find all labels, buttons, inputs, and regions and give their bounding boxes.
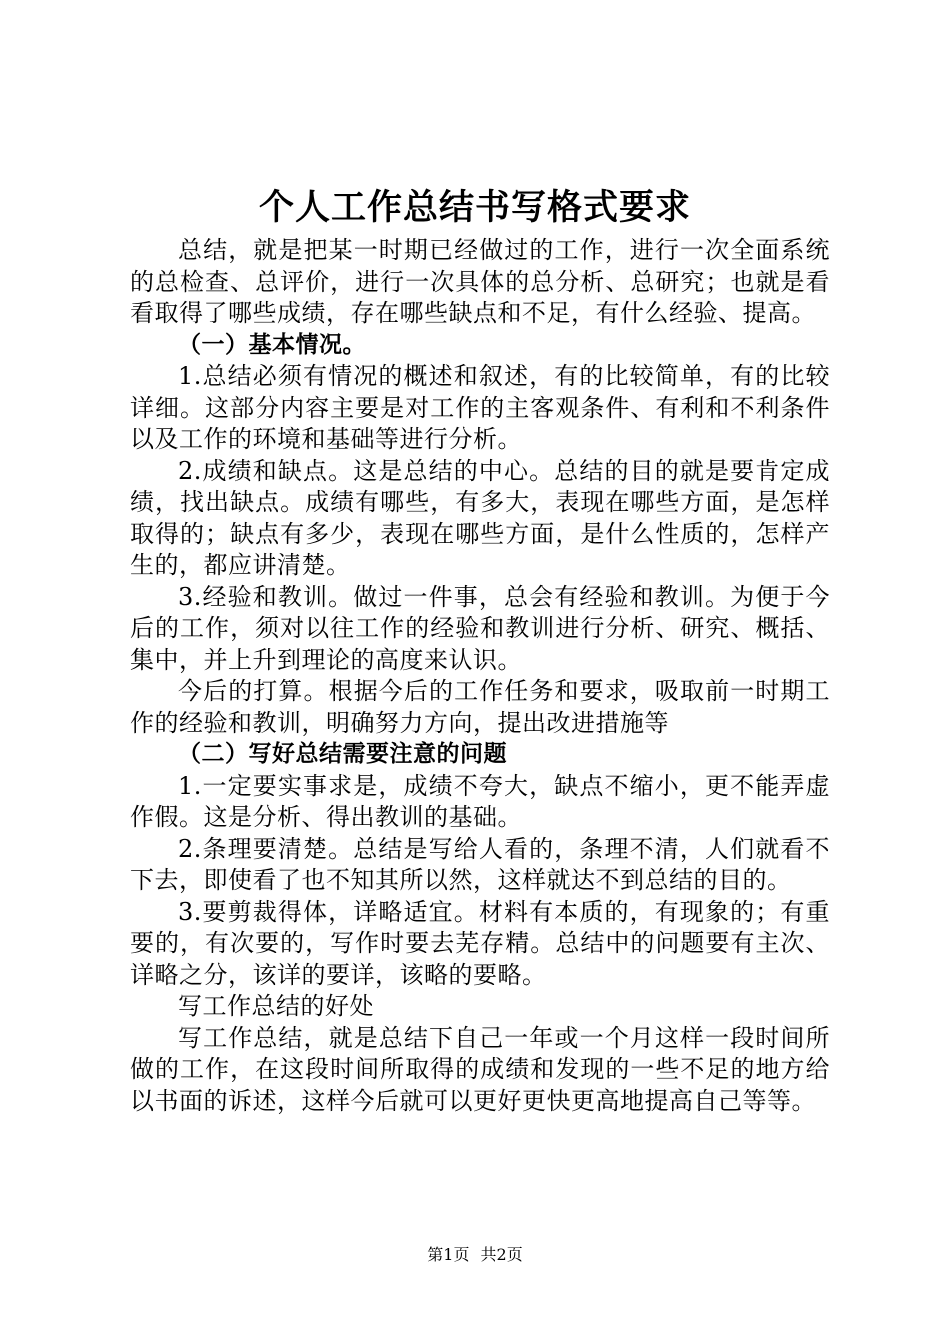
body-paragraph: 1.总结必须有情况的概述和叙述，有的比较简单，有的比较详细。这部分内容主要是对工作的主客观条件、有利和不利条件以及工作的环境和基础等进行分析。 [130,362,830,453]
body-paragraph: 1.一定要实事求是，成绩不夸大，缺点不缩小，更不能弄虚作假。这是分析、得出教训的基础。 [130,771,830,831]
section-heading-notes: （二）写好总结需要注意的问题 [178,741,507,767]
body-paragraph: 2.条理要清楚。总结是写给人看的，条理不清，人们就看不下去，即使看了也不知其所以然，这样就达不到总结的目的。 [130,834,830,894]
body-paragraph: 3.经验和教训。做过一件事，总会有经验和教训。为便于今后的工作，须对以往工作的经验和教训进行分析、研究、概括、集中，并上升到理论的高度来认识。 [130,582,830,674]
body-paragraph: 今后的打算。根据今后的工作任务和要求，吸取前一时期工作的经验和教训，明确努力方向，提出改进措施等 [130,677,830,737]
body-paragraph: 写工作总结，就是总结下自己一年或一个月这样一段时间所做的工作，在这段时间所取得的成绩和发现的一些不足的地方给以书面的诉述，这样今后就可以更好更快更高地提高自己等等。 [130,1023,830,1115]
intro-paragraph: 总结，就是把某一时期已经做过的工作，进行一次全面系统的总检查、总评价，进行一次具体的总分析、总研究；也就是看看取得了哪些成绩，存在哪些缺点和不足，有什么经验、提高。 [130,236,830,327]
subheading-benefits: 写工作总结的好处 [178,992,374,1020]
page-number: 第1页 [427,1245,470,1264]
body-paragraph: 3.要剪裁得体，详略适宜。材料有本质的，有现象的；有重要的，有次要的，写作时要去芜存精。总结中的问题要有主次、详略之分，该详的要详，该略的要略。 [130,897,830,989]
page-footer [0,1243,950,1267]
body-paragraph: 2.成绩和缺点。这是总结的中心。总结的目的就是要肯定成绩，找出缺点。成绩有哪些，有多大，表现在哪些方面，是怎样取得的；缺点有多少，表现在哪些方面，是什么性质的，怎样产生的，都应讲清楚。 [130,456,830,579]
document-title: 个人工作总结书写格式要求 [258,187,691,228]
section-heading-basic: （一）基本情况。 [178,331,366,358]
page-total: 共2页 [480,1245,523,1264]
document-body [130,235,830,1117]
